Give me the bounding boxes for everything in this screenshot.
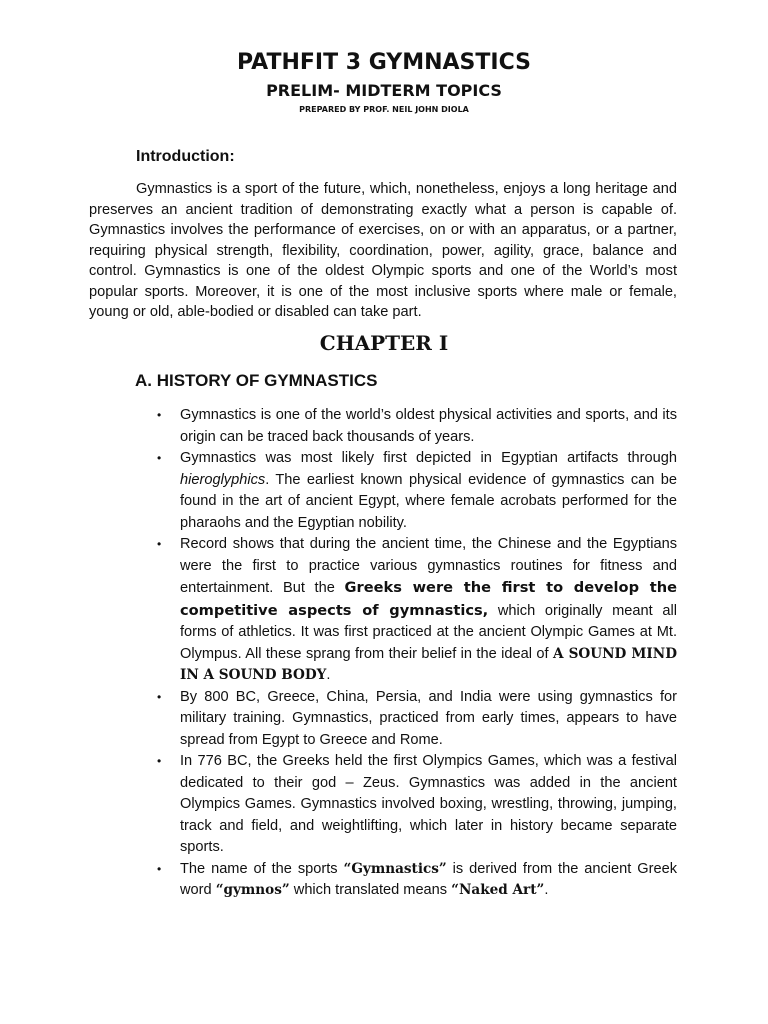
- list-item: [157, 859, 677, 902]
- chapter-title: CHAPTER I: [319, 331, 449, 355]
- list-item: [157, 405, 677, 448]
- emphasis-hieroglyphics: hieroglyphics: [180, 471, 266, 488]
- bullet-text: which translated means: [289, 882, 452, 898]
- bullet-marker: •: [157, 451, 162, 465]
- bullet-marker: •: [157, 861, 162, 876]
- document-title: PATHFIT 3 GYMNASTICS: [237, 50, 531, 75]
- list-item: [157, 687, 677, 752]
- bold-phrase: Greeks were the first to develop the competitive aspects of gymnastics,: [180, 579, 677, 619]
- bold-phrase: “Naked Art”: [451, 882, 545, 898]
- document-subtitle: PRELIM- MIDTERM TOPICS: [266, 81, 502, 100]
- bullet-text: . The earliest known physical evidence of gymnastics can be found in the art of ancient Egypt, where female acrobats performed for the pharaohs and the Egyptian nobility.: [180, 471, 677, 531]
- bullet-text: Record shows that during the ancient time, the Chinese and the Egyptians were the first to practice various gymnastics routines for fitness and entertainment. But the: [180, 536, 677, 596]
- bullet-marker: •: [157, 689, 162, 704]
- bullet-text: is derived from the ancient Greek word: [180, 860, 677, 898]
- list-item: [157, 448, 677, 534]
- list-item: [157, 534, 677, 687]
- introduction-paragraph: Gymnastics is a sport of the future, which, nonetheless, enjoys a long heritage and preserves an ancient tradition of demonstrating exactly what a person is capable of. Gymnastics involves the performance of exercises, on or with an apparatus, or a partner, requiring physical strength, flexibility, coordination, power, agility, grace, balance and control. Gymnastics is one of the oldest Olympic sports and one of the World’s most popular sports. Moreover, it is one of the most inclusive sports where male or female, young or old, able-bodied or disabled can take part.: [89, 181, 677, 320]
- bold-phrase: “Gymnastics”: [343, 860, 447, 877]
- list-item: [157, 751, 677, 859]
- introduction-heading: Introduction:: [136, 148, 235, 165]
- bullet-text: .: [544, 882, 549, 898]
- bullet-text: The name of the sports: [180, 860, 344, 877]
- bullet-marker: •: [157, 754, 162, 768]
- bullet-text: which originally meant all forms of athletics. It was first practiced at the ancient Olympic Games at Mt. Olympus. All these sprang from their belief in the ideal of: [180, 602, 677, 662]
- bullet-text: In 776 BC, the Greeks held the first Olympics Games, which was a festival dedicated to their god – Zeus. Gymnastics was added in the ancient Olympics Games. Gymnastics involved boxing, wrestling, throwing, jumping, track and field, and weightlifting, which later in history became separate sports.: [180, 753, 677, 855]
- bold-phrase: “gymnos”: [215, 882, 290, 898]
- bullet-marker: •: [157, 537, 162, 551]
- section-heading-history: A. HISTORY OF GYMNASTICS: [135, 371, 378, 390]
- prepared-by-line: PREPARED BY PROF. NEIL JOHN DIOLA: [299, 105, 469, 114]
- bold-phrase: A SOUND MIND IN A SOUND BODY: [180, 645, 677, 683]
- bullet-marker: •: [157, 408, 162, 422]
- history-bullet-list: [157, 405, 677, 902]
- bullet-text: .: [326, 667, 331, 683]
- bullet-text: Gymnastics was most likely first depicted in Egyptian artifacts through: [180, 450, 677, 466]
- bullet-text: Gymnastics is one of the world’s oldest physical activities and sports, and its origin can be traced back thousands of years.: [180, 407, 677, 445]
- bullet-text: By 800 BC, Greece, China, Persia, and India were using gymnastics for military training. Gymnastics, practiced from early times, appears to have spread from Egypt to Greece and Rome.: [180, 688, 677, 748]
